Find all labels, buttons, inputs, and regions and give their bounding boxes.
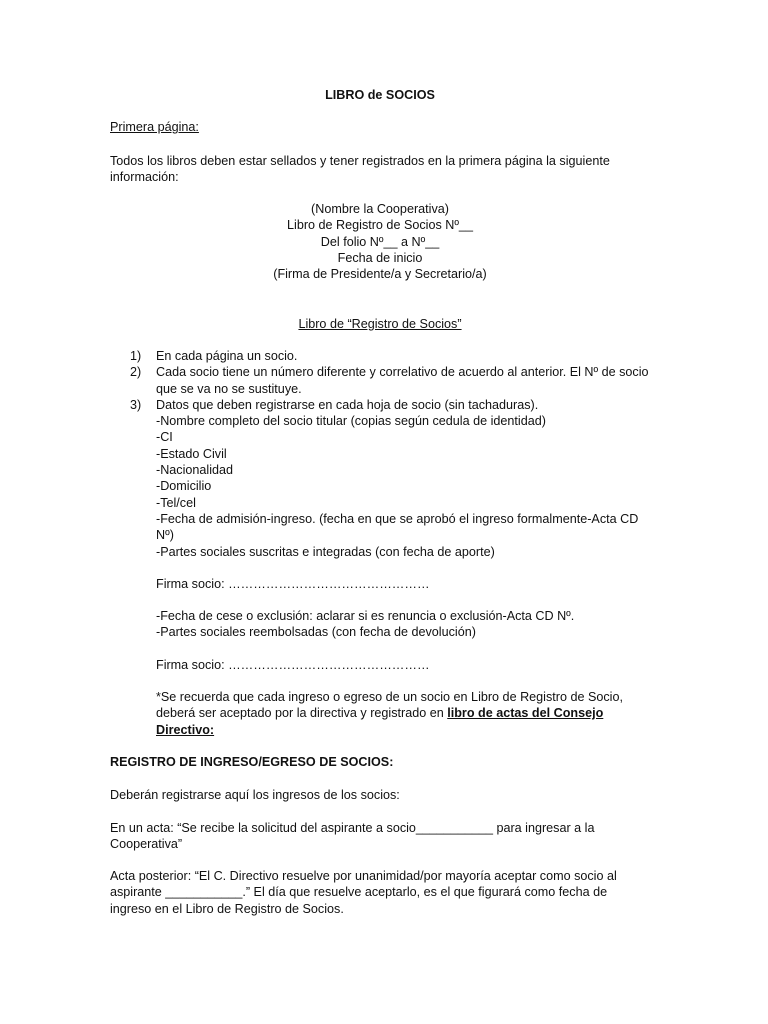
data-fields-block [110, 413, 650, 738]
note-paragraph [156, 689, 650, 738]
note-link: libro de actas del Consejo Directivo: [156, 706, 604, 737]
first-page-heading: Primera página: [110, 120, 199, 135]
first-page-block [110, 201, 650, 282]
data-field: -Domicilio [156, 479, 212, 494]
data-field: -Nacionalidad [156, 463, 234, 478]
list-item [110, 348, 650, 364]
exit-field: -Partes sociales reembolsadas (con fecha de devolución) [156, 625, 476, 640]
minutes-paragraph: En un acta: “Se recibe la solicitud del aspirante a socio___________ para ingresar a la Cooperativa” [110, 820, 595, 851]
list-text: Datos que deben registrarse en cada hoja de socio (sin tachaduras). [156, 397, 539, 412]
registry-intro: Deberán registrarse aquí los ingresos de los socios: [110, 788, 400, 803]
first-page-line: (Firma de Presidente/a y Secretario/a) [273, 267, 487, 282]
register-heading: Libro de “Registro de Socios” [298, 316, 462, 331]
spacer [156, 560, 650, 576]
registry-heading: REGISTRO DE INGRESO/EGRESO DE SOCIOS: [110, 754, 394, 769]
document-page [110, 87, 650, 917]
list-number: 3) [130, 397, 142, 412]
intro-paragraph: Todos los libros deben estar sellados y tener registrados en la primera página la siguiente información: [110, 153, 610, 184]
data-field: -Estado Civil [156, 446, 227, 461]
first-page-line: Fecha de inicio [337, 251, 423, 266]
list-text: Cada socio tiene un número diferente y correlativo de acuerdo al anterior. El Nº de socio que se va no se sustituye. [156, 365, 649, 396]
steps-list [110, 348, 650, 413]
data-field: -Fecha de admisión-ingreso. (fecha en que se aprobó el ingreso formalmente-Acta CD Nº) [156, 511, 639, 543]
data-field: -Partes sociales suscritas e integradas (con fecha de aporte) [156, 544, 495, 559]
list-number: 1) [130, 348, 142, 363]
document-title: LIBRO de SOCIOS [325, 88, 435, 102]
data-field: -Nombre completo del socio titular (copias según cedula de identidad) [156, 414, 546, 429]
spacer [156, 592, 650, 608]
first-page-line: Libro de Registro de Socios Nº__ [287, 218, 473, 233]
exit-field: -Fecha de cese o exclusión: aclarar si es renuncia o exclusión-Acta CD Nº. [156, 609, 575, 624]
later-minutes-paragraph: Acta posterior: “El C. Directivo resuelve por unanimidad/por mayoría aceptar como socio al aspirante ___________.” El día que resuelve aceptarlo, es el que figurará como fecha de ingreso en el Libro de Registro de Socios. [110, 869, 617, 916]
list-item [110, 397, 650, 413]
spacer [156, 641, 650, 657]
first-page-line: Del folio Nº__ a Nº__ [320, 234, 440, 249]
list-number: 2) [130, 365, 142, 380]
data-field: -Tel/cel [156, 495, 196, 510]
list-item [110, 364, 650, 397]
spacer [156, 673, 650, 689]
data-field: -CI [156, 430, 173, 445]
note-text: *Se recuerda que cada ingreso o egreso de un socio en Libro de Registro de Socio, deberá ser aceptado por la directiva y registrado en [156, 690, 623, 721]
list-text: En cada página un socio. [156, 348, 298, 363]
first-page-line: (Nombre la Cooperativa) [311, 202, 449, 217]
signature-line: Firma socio: ………………………………………… [156, 657, 430, 672]
signature-line: Firma socio: ………………………………………… [156, 576, 430, 591]
